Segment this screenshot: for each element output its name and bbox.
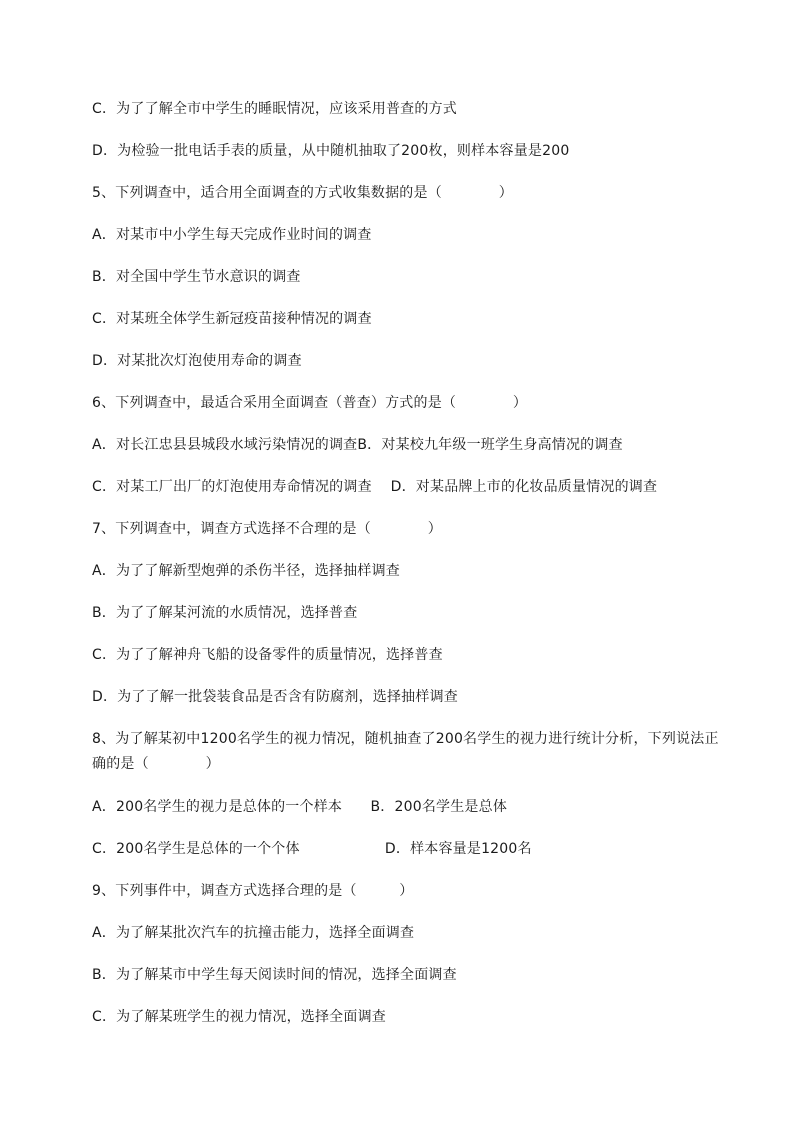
option-c-q5: C．对某班全体学生新冠疫苗接种情况的调查 <box>92 311 372 327</box>
question-8-line-2: 确的是（ ） <box>92 756 220 772</box>
question-9: 9、下列事件中，调查方式选择合理的是（ ） <box>92 883 414 899</box>
option-d-q4: D．为检验一批电话手表的质量，从中随机抽取了200枚，则样本容量是200 <box>92 143 570 159</box>
option-a-q9: A．为了解某批次汽车的抗撞击能力，选择全面调查 <box>92 925 415 941</box>
question-8-line-1: 8、为了解某初中1200名学生的视力情况，随机抽查了200名学生的视力进行统计分析，下列说法正 <box>92 731 719 747</box>
options-ab-q8: A．200名学生的视力是总体的一个样本 B．200名学生是总体 <box>92 799 508 815</box>
option-a-q7: A．为了了解新型炮弹的杀伤半径，选择抽样调查 <box>92 563 400 579</box>
options-cd-q6: C．对某工厂出厂的灯泡使用寿命情况的调查 D．对某品牌上市的化妆品质量情况的调查 <box>92 479 658 495</box>
option-b-q5: B．对全国中学生节水意识的调查 <box>92 269 301 285</box>
option-b-q9: B．为了解某市中学生每天阅读时间的情况，选择全面调查 <box>92 967 457 983</box>
option-d-q5: D．对某批次灯泡使用寿命的调查 <box>92 353 302 369</box>
option-c-q4: C．为了了解全市中学生的睡眠情况，应该采用普查的方式 <box>92 101 457 117</box>
options-ab-q6: A．对长江忠县县城段水域污染情况的调查B．对某校九年级一班学生身高情况的调查 <box>92 437 623 453</box>
options-cd-q8: C．200名学生是总体的一个个体 D．样本容量是1200名 <box>92 841 532 857</box>
option-a-q5: A．对某市中小学生每天完成作业时间的调查 <box>92 227 372 243</box>
question-7: 7、下列调查中，调查方式选择不合理的是（ ） <box>92 521 442 537</box>
option-c-q7: C．为了了解神舟飞船的设备零件的质量情况，选择普查 <box>92 647 443 663</box>
option-d-q7: D．为了了解一批袋装食品是否含有防腐剂，选择抽样调查 <box>92 689 458 705</box>
question-6: 6、下列调查中，最适合采用全面调查（普查）方式的是（ ） <box>92 395 528 411</box>
option-c-q9: C．为了解某班学生的视力情况，选择全面调查 <box>92 1009 386 1025</box>
question-5: 5、下列调查中，适合用全面调查的方式收集数据的是（ ） <box>92 185 513 201</box>
option-b-q7: B．为了了解某河流的水质情况，选择普查 <box>92 605 358 621</box>
